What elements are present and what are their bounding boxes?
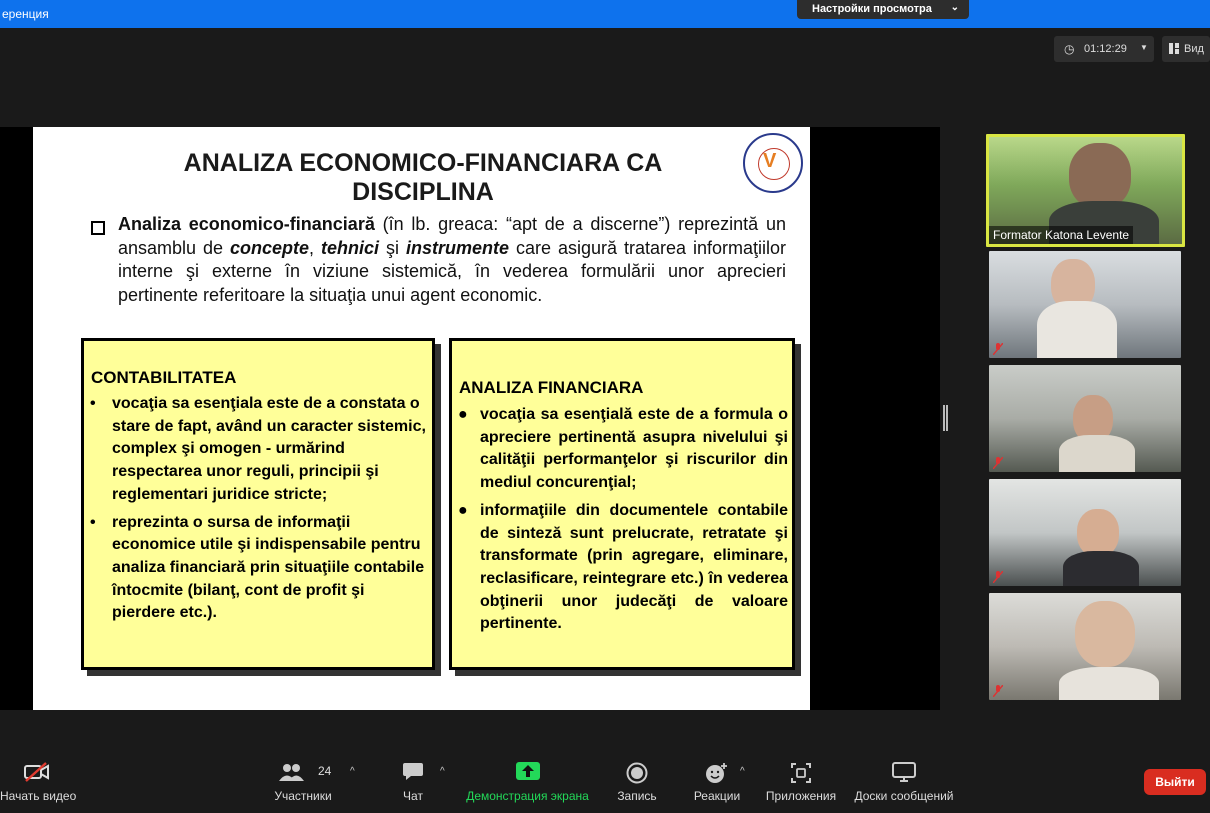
chat-options-caret[interactable]: [440, 752, 452, 813]
video-tile-active-speaker[interactable]: [986, 134, 1185, 247]
box-title: ANALIZA FINANCIARA: [459, 378, 644, 397]
list-item: • vocaţia sa esenţiala este de a constata o stare de fapt, având un caracter sistemic, complex şi omogen - urmărind respectarea unor reguli, principii şi reglementari juridice stricte;: [90, 395, 426, 503]
view-options-dropdown[interactable]: [797, 0, 969, 19]
chevron-down-icon: ⌄: [950, 2, 959, 13]
chat-label: Чат: [403, 789, 423, 803]
mic-muted-icon: [993, 685, 1003, 697]
clock-icon: ◷: [1064, 42, 1075, 56]
intro-term: Analiza economico-financiară: [118, 214, 375, 234]
apps-label: Приложения: [765, 789, 837, 803]
view-label: Вид: [1184, 43, 1204, 55]
video-off-icon: [24, 762, 50, 782]
whiteboards-label: Доски сообщений: [854, 789, 954, 803]
bullet-list: [90, 393, 428, 630]
slide-title: ANALIZA ECONOMICO-FINANCIARA CA DISCIPLINA: [183, 149, 663, 206]
participants-label: Участники: [274, 789, 332, 803]
video-tile[interactable]: [989, 365, 1181, 472]
record-label: Запись: [617, 789, 657, 803]
title-bar: [0, 0, 1210, 28]
participants-button[interactable]: [270, 752, 336, 813]
share-screen-label: Демонстрация экрана: [466, 789, 589, 803]
shared-screen: [0, 127, 940, 710]
whiteboards-button[interactable]: [852, 752, 956, 813]
list-item: • reprezinta o sursa de informaţii economice utile şi indispensabile pentru analiza financiară prin situaţiile contabile întocmite (bilanţ, cont de profit şi pierdere etc.).: [90, 513, 425, 622]
meeting-toolbar: [0, 752, 1210, 813]
reactions-button[interactable]: [690, 752, 744, 813]
reactions-options-caret[interactable]: [740, 752, 752, 813]
timer-value: 01:12:29: [1084, 43, 1127, 55]
grid-view-icon: [1169, 43, 1179, 54]
share-screen-button[interactable]: [466, 752, 589, 813]
mic-muted-icon: [993, 457, 1003, 469]
participant-name: Formator Katona Levente: [989, 226, 1133, 244]
participants-icon: [279, 762, 305, 782]
video-tile[interactable]: [989, 251, 1181, 358]
view-button[interactable]: [1162, 36, 1210, 62]
analiza-financiara-box: [449, 338, 795, 670]
mic-muted-icon: [993, 343, 1003, 355]
checkbox-bullet-icon: [91, 221, 105, 235]
meeting-timer[interactable]: [1054, 36, 1154, 62]
whiteboard-icon: [892, 762, 916, 782]
view-options-label: Настройки просмотра: [812, 3, 932, 15]
list-item: ● informaţiile din documentele contabile de sinteză sunt prelucrate, retratate şi transformate (prin agregare, eliminare, reclasificare, reintegrare etc.) în vederea obţinerii unor judecăţi de valoare pertinente.: [458, 501, 788, 633]
caret-up-icon: ^: [740, 766, 745, 777]
start-video-label: Начать видео: [0, 789, 77, 803]
bullet-list: [458, 404, 788, 641]
caret-up-icon: ^: [350, 766, 355, 777]
record-icon: [626, 762, 648, 784]
reactions-label: Реакции: [693, 789, 741, 803]
video-tile[interactable]: [989, 479, 1181, 586]
caret-up-icon: ^: [440, 766, 445, 777]
contabilitatea-box: [81, 338, 435, 670]
presentation-slide: [33, 127, 810, 710]
chat-button[interactable]: [392, 752, 434, 813]
chat-icon: [402, 762, 424, 782]
participant-face: [1069, 143, 1131, 209]
start-video-button[interactable]: [0, 752, 77, 813]
list-item: ● vocaţia sa esenţială este de a formula o apreciere pertinentă asupra nivelului şi calităţii performanţelor şi riscurilor din mediul concurenţial;: [458, 406, 788, 492]
share-screen-icon: [516, 762, 540, 780]
participants-count: 24: [318, 764, 332, 778]
apps-button[interactable]: [764, 752, 838, 813]
leave-meeting-button[interactable]: Выйти: [1144, 769, 1206, 795]
participants-options-caret[interactable]: [350, 752, 362, 813]
apps-icon: [790, 762, 812, 784]
slide-intro-paragraph: Analiza economico-financiară (în lb. greaca: “apt de a discerne”) reprezintă un ansamblu de concepte, tehnici şi instrumente care asigură tratarea informaţiilor interne şi externe în viziune sistemică, în vederea formulării unor aprecieri pertinente referitoare la situaţia unui agent economic.: [118, 214, 786, 305]
video-tile[interactable]: [989, 593, 1181, 700]
institute-logo-icon: V: [743, 133, 803, 193]
caret-down-icon: ▼: [1140, 43, 1148, 52]
mic-muted-icon: [993, 571, 1003, 583]
box-title: CONTABILITATEA: [91, 368, 237, 387]
reactions-icon: [705, 762, 729, 784]
splitter-handle[interactable]: [943, 405, 948, 431]
window-title: еренция: [2, 7, 49, 21]
record-button[interactable]: [612, 752, 662, 813]
